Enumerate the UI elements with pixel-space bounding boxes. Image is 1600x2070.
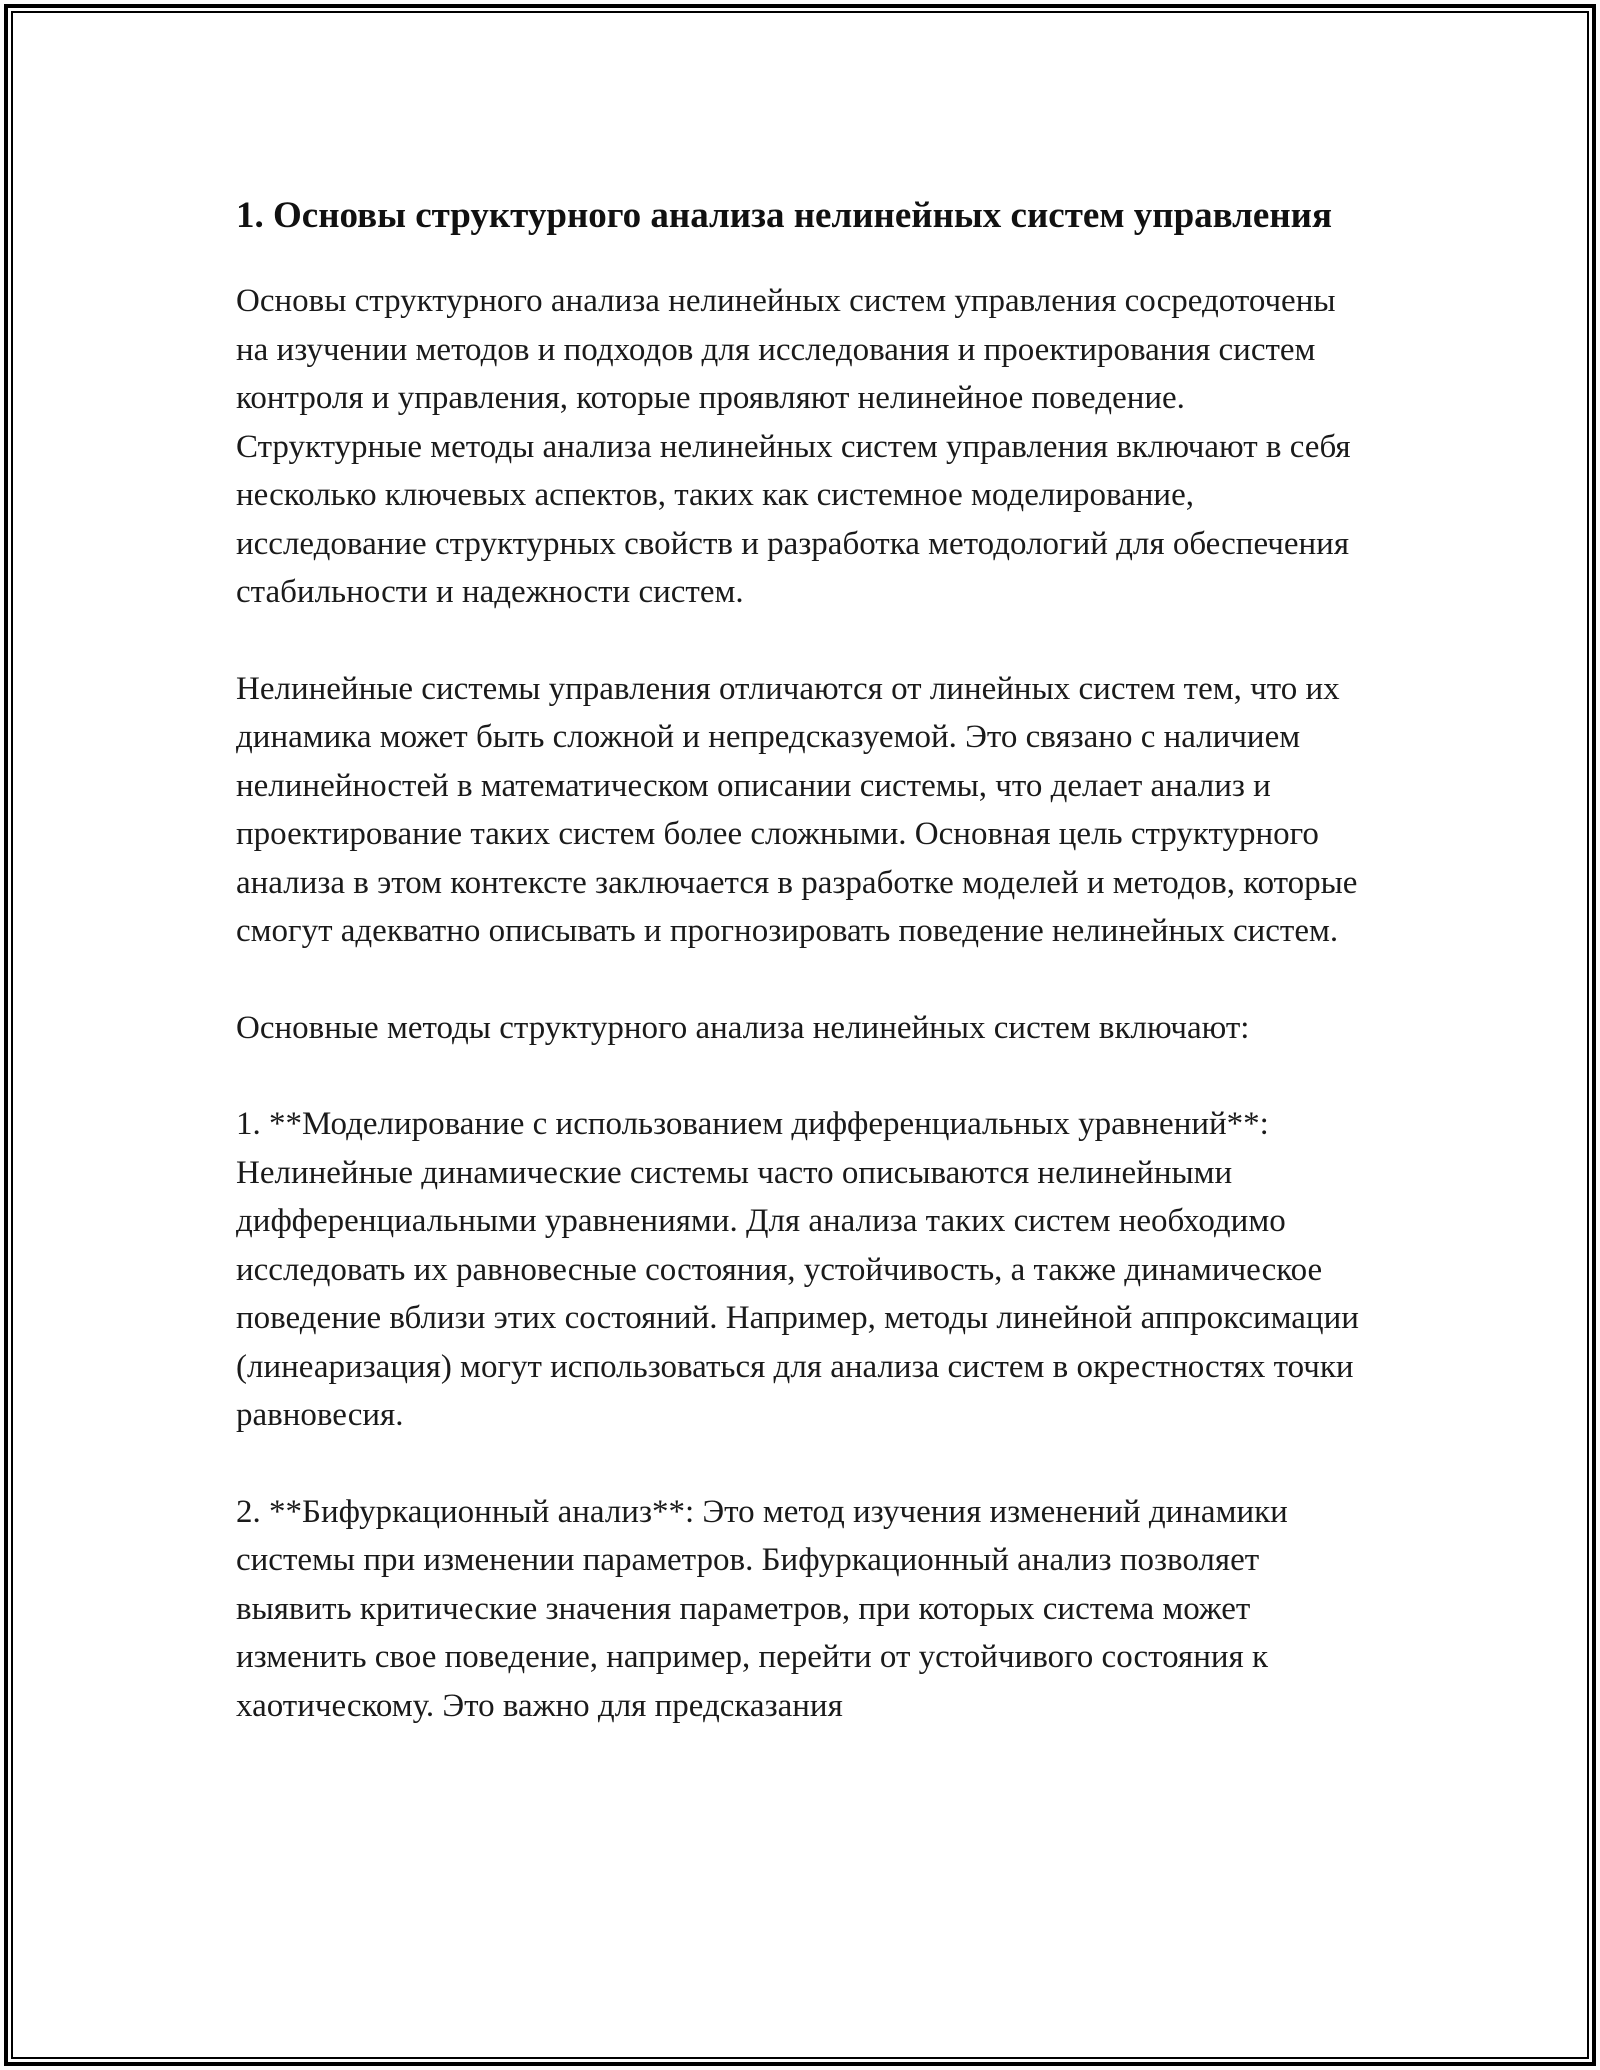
paragraph-nonlinear-systems: Нелинейные системы управления отличаются от линейных систем тем, что их динамика может быть сложной и непредсказуемой. Это связано с наличием нелинейностей в математическом описании системы, что делает анализ и проектирование таких систем более сложными. Основная цель структурного анализа в этом контексте заключается в разработке моделей и методов, которые смогут адекватно описывать и прогнозировать поведение нелинейных систем. [236,670,1358,949]
paragraph-intro: Основы структурного анализа нелинейных систем управления сосредоточены на изучении методов и подходов для исследования и проектирования систем контроля и управления, которые проявляют нелинейное поведение. Структурные методы анализа нелинейных систем управления включают в себя несколько ключевых аспектов, таких как системное моделирование, исследование структурных свойств и разработка методологий для обеспечения стабильности и надежности систем. [236,283,1351,610]
list-item-bifurcation-analysis: 2. **Бифуркационный анализ**: Это метод изучения изменений динамики системы при изменении параметров. Бифуркационный анализ позволяет выявить критические значения параметров, при которых система может изменить свое поведение, например, перейти от устойчивого состояния к хаотическому. Это важно для предсказания [236,1493,1288,1724]
document-page [236,188,1376,1730]
list-item-differential-equations: 1. **Моделирование с использованием дифференциальных уравнений**: Нелинейные динамические системы часто описываются нелинейными дифференциальными уравнениями. Для анализа таких систем необходимо исследовать их равновесные состояния, устойчивость, а также динамическое поведение вблизи этих состояний. Например, методы линейной аппроксимации (линеаризация) могут использоваться для анализа систем в окрестностях точки равновесия. [236,1106,1359,1433]
paragraph-methods-lead: Основные методы структурного анализа нелинейных систем включают: [236,1009,1250,1046]
section-title: 1. Основы структурного анализа нелинейных систем управления [236,195,1332,236]
